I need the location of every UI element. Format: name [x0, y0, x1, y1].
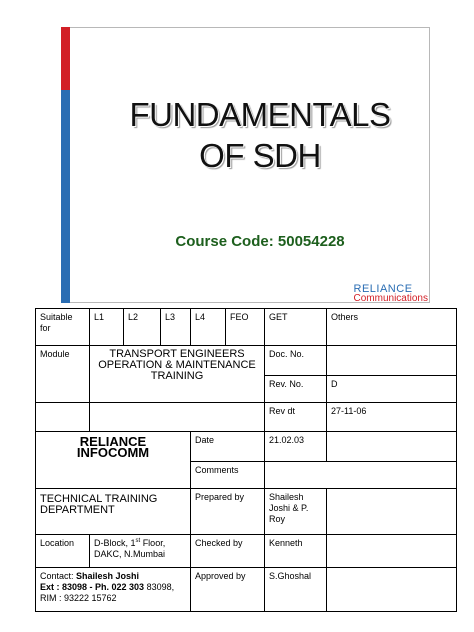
comments-value — [265, 462, 457, 489]
suitable-for-label: Suitable for — [36, 309, 90, 346]
level-l4: L4 — [191, 309, 226, 346]
level-l1: L1 — [90, 309, 124, 346]
approved-by-label: Approved by — [191, 568, 265, 612]
location-value — [90, 535, 191, 568]
table-row — [36, 432, 457, 462]
level-l2: L2 — [124, 309, 161, 346]
red-accent-bar — [61, 27, 70, 90]
empty-cell — [90, 403, 265, 432]
org-line-1: RELIANCE — [79, 434, 147, 449]
checked-by-label: Checked by — [191, 535, 265, 568]
contact-info — [36, 568, 191, 612]
module-value: TRANSPORT ENGINEERS OPERATION & MAINTENANCE TRAINING — [90, 346, 265, 403]
contact-name: Shailesh Joshi — [76, 571, 140, 581]
location-line-1b: Floor, — [140, 538, 166, 548]
document-control-table — [35, 308, 457, 612]
date-value: 21.02.03 — [265, 432, 327, 462]
prepared-by-value: Shailesh Joshi & P. Roy — [265, 489, 327, 535]
location-line-1-sup: st — [135, 538, 141, 544]
table-row — [36, 568, 457, 612]
reliance-logo — [354, 284, 428, 304]
location-line-1a: D-Block, 1 — [94, 538, 136, 548]
checked-by-value: Kenneth — [265, 535, 327, 568]
empty-cell — [327, 432, 457, 462]
org-line-2: INFOCOMM — [76, 445, 150, 460]
level-others: Others — [327, 309, 457, 346]
table-row — [36, 489, 457, 535]
empty-cell — [327, 535, 457, 568]
rev-no-value: D — [327, 376, 457, 403]
empty-cell — [327, 568, 457, 612]
contact-ext: Ext : 83098 - Ph. 022 303 — [40, 582, 145, 592]
comments-label: Comments — [191, 462, 265, 489]
rev-dt-value: 27-11-06 — [327, 403, 457, 432]
date-label: Date — [191, 432, 265, 462]
level-l3: L3 — [161, 309, 191, 346]
level-feo: FEO — [226, 309, 265, 346]
location-label: Location — [36, 535, 90, 568]
contact-rim: RIM : 93222 15762 — [40, 593, 117, 603]
blue-accent-bar — [61, 90, 70, 303]
doc-no-value — [327, 346, 457, 376]
course-code: Course Code: 50054228 — [175, 233, 345, 250]
table-row — [36, 309, 457, 346]
doc-no-label: Doc. No. — [265, 346, 327, 376]
module-label: Module — [36, 346, 90, 403]
contact-ph-rest: 83098, — [144, 582, 175, 592]
logo-sub: Communications — [353, 293, 428, 304]
empty-cell — [327, 489, 457, 535]
table-row — [36, 403, 457, 432]
rev-no-label: Rev. No. — [265, 376, 327, 403]
table-row — [36, 535, 457, 568]
empty-cell — [36, 403, 90, 432]
title-line-2: OF SDH — [199, 137, 321, 174]
table-row — [36, 346, 457, 376]
approved-by-value: S.Ghoshal — [265, 568, 327, 612]
department-name: TECHNICAL TRAINING DEPARTMENT — [36, 489, 191, 535]
prepared-by-label: Prepared by — [191, 489, 265, 535]
location-line-2: DAKC, N.Mumbai — [94, 549, 166, 559]
title-line-1: FUNDAMENTALS — [129, 96, 391, 133]
level-get: GET — [265, 309, 327, 346]
logo-brand: RELIANCE — [353, 283, 413, 295]
organization-name — [36, 432, 191, 489]
contact-prefix: Contact: — [40, 571, 77, 581]
rev-dt-label: Rev dt — [265, 403, 327, 432]
